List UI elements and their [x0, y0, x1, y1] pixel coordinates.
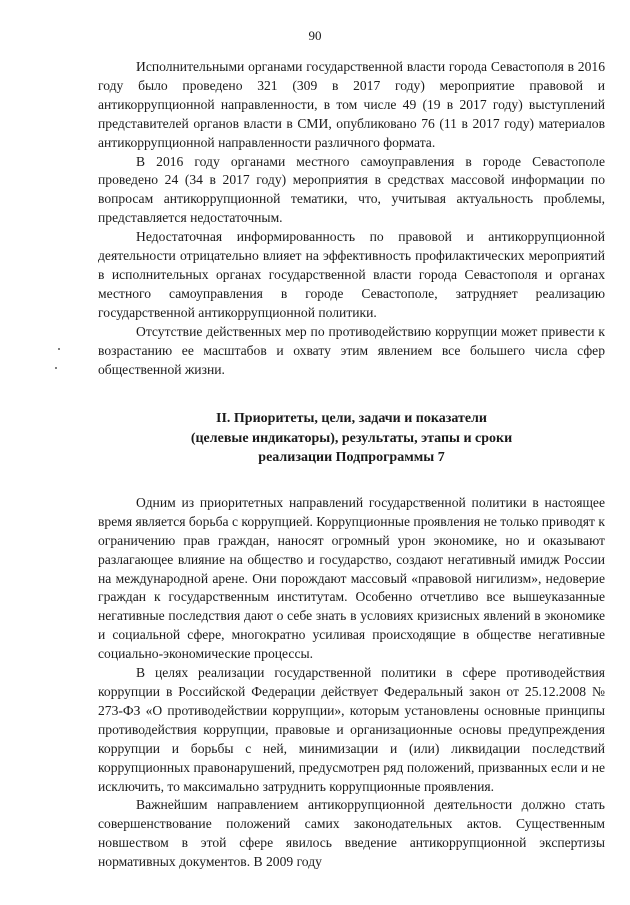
paragraph-federal-law: В целях реализации государственной политики в сфере противодействия коррупции в Российской Федерации действует Федеральный закон от 25.12.2008 № 273-ФЗ «О противодействии коррупции», которым установлены основные принципы противодействия коррупции, правовые и организационные основы предупреждения коррупции и борьбы с ней, минимизации и (или) ликвидации последствий коррупционных правонарушений, предусмотрен ряд положений, призванных если и не исключить, то максимально затруднить коррупционные проявления.: [98, 665, 605, 794]
section-heading-line-1: II. Приоритеты, цели, задачи и показатели: [216, 411, 487, 427]
section-heading-line-2: (целевые индикаторы), результаты, этапы и сроки: [190, 430, 513, 446]
margin-speck: [55, 367, 57, 369]
section-heading-line-3: реализации Подпрограммы 7: [258, 450, 445, 466]
margin-speck: [58, 348, 60, 350]
page-number: 90: [308, 28, 322, 43]
paragraph-corruption-priority: Одним из приоритетных направлений государственной политики в настоящее время является борьба с коррупцией. Коррупционные проявления не только приводят к ограничению прав граждан, наносят огромный урон экономике, но и оказывают разлагающее влияние на общество и государство, создают негативный имидж России на международной арене. Они порождают массовый «правовой нигилизм», недоверие граждан к государственным институтам. Особенно отчетливо все вышеуказанные негативные последствия дают о себе знать в условиях кризисных явлений в экономике и социальной сфере, многократно усиливая происходящие в обществе негативные социально-экономические процессы.: [98, 494, 605, 662]
document-body: [98, 58, 605, 872]
paragraph-lack-of-measures: Отсутствие действенных мер по противодействию коррупции может привести к возрастанию ее масштабов и охвату этим явлением все большего числа сфер общественной жизни.: [98, 323, 605, 377]
paragraph-executive-events: Исполнительными органами государственной власти города Севастополя в 2016 году было проведено 321 (309 в 2017 году) мероприятие правовой и антикоррупционной направленности, в том числе 49 (19 в 2017 году) выступлений представителей органов власти в СМИ, опубликовано 76 (11 в 2017 году) материалов антикоррупционной направленности различного формата.: [98, 59, 605, 150]
paragraph-legislation-improvement: Важнейшим направлением антикоррупционной деятельности должно стать совершенствование положений самих законодательных актов. Существенным новшеством в этой сфере явилось введение антикоррупционной экспертизы нормативных документов. В 2009 году: [98, 797, 605, 870]
paragraph-local-government-events: В 2016 году органами местного самоуправления в городе Севастополе проведено 24 (34 в 2017 году) мероприятия в средствах массовой информации по вопросам антикоррупционной тематики, что, учитывая актуальность проблемы, представляется недостаточным.: [98, 153, 605, 226]
section-heading: [98, 409, 605, 468]
paragraph-insufficient-awareness: Недостаточная информированность по правовой и антикоррупционной деятельности отрицательно влияет на эффективность профилактических мероприятий в исполнительных органах государственной власти города Севастополя и органах местного самоуправления в городе Севастополе, затрудняет реализацию государственной антикоррупционной политики.: [98, 229, 605, 320]
